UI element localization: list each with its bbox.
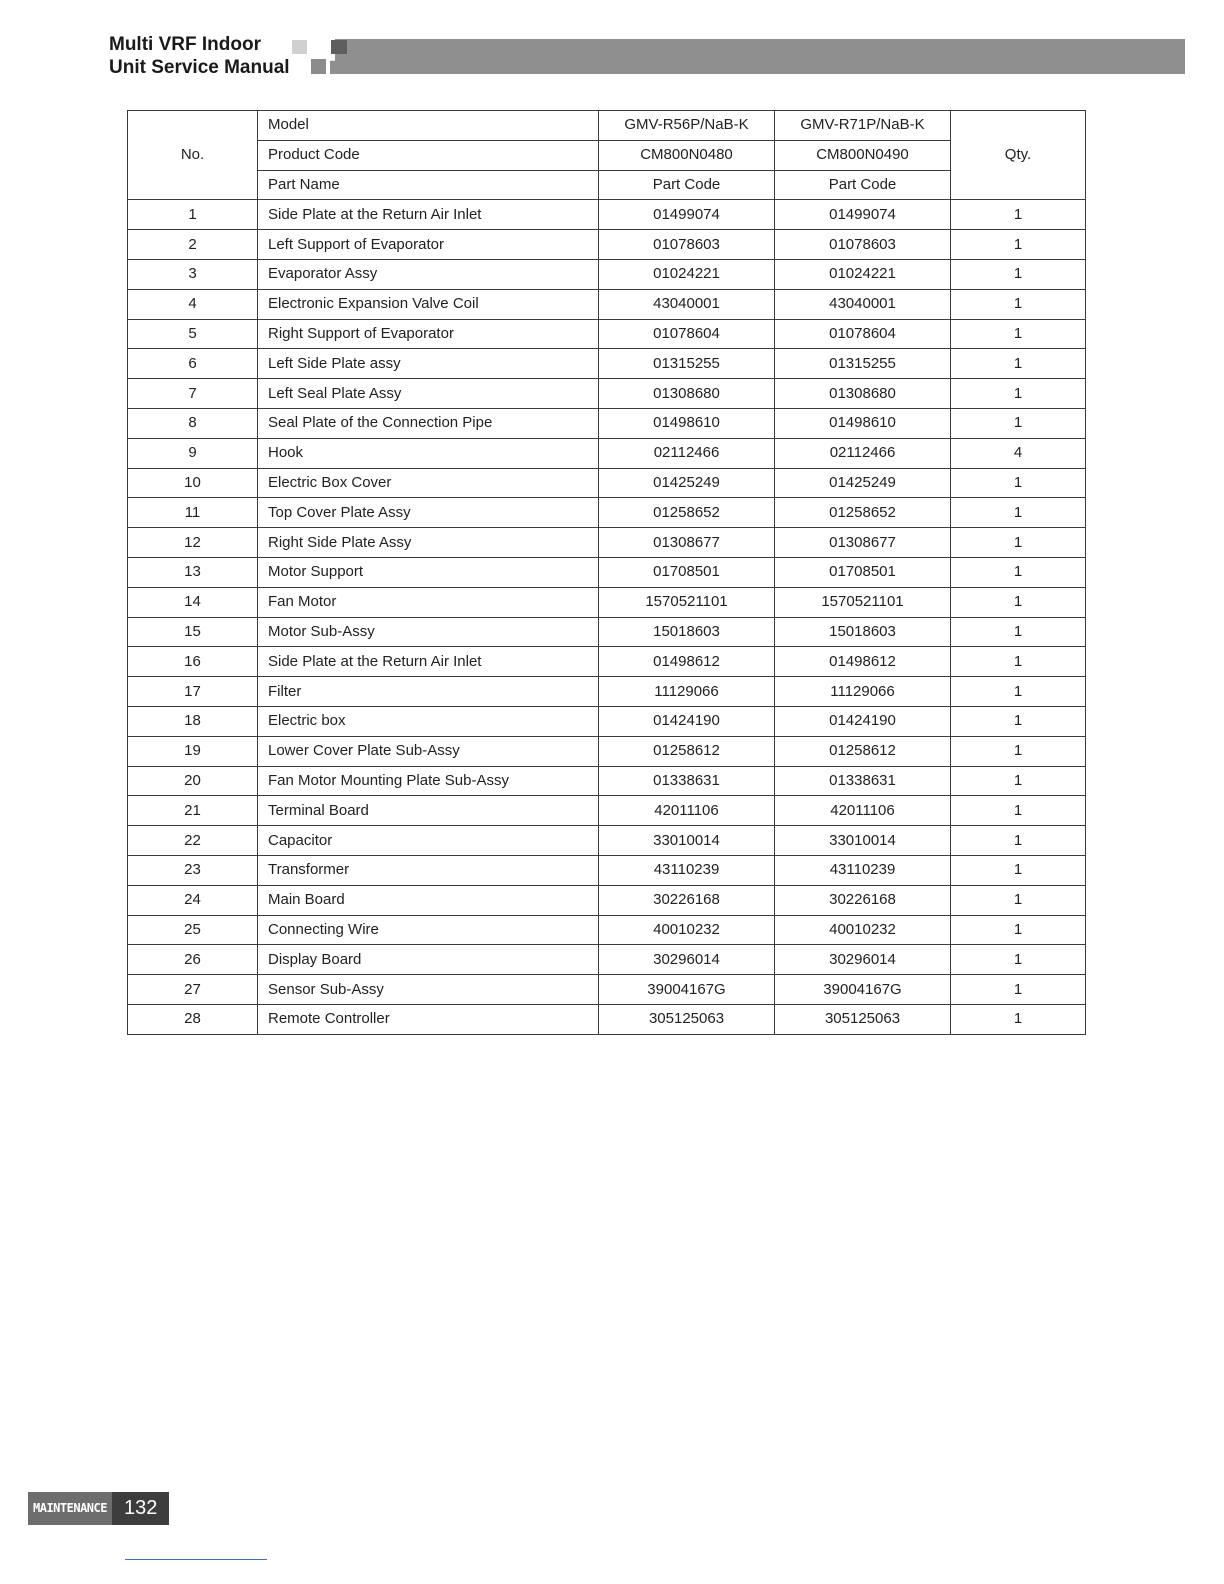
part-code-b: 01498612	[775, 647, 951, 677]
quantity: 1	[951, 975, 1086, 1005]
row-number: 1	[128, 200, 258, 230]
header-part-code-a: Part Code	[599, 170, 775, 200]
part-code-b: 01338631	[775, 766, 951, 796]
header-row-part-name	[128, 170, 1086, 200]
part-name: Left Side Plate assy	[258, 349, 599, 379]
quantity: 1	[951, 1004, 1086, 1034]
table-row	[128, 647, 1086, 677]
quantity: 1	[951, 468, 1086, 498]
part-code-a: 01425249	[599, 468, 775, 498]
quantity: 1	[951, 528, 1086, 558]
table-row	[128, 855, 1086, 885]
page-footer-tag	[28, 1492, 169, 1525]
row-number: 10	[128, 468, 258, 498]
title-line-2: Unit Service Manual	[109, 57, 290, 78]
row-number: 16	[128, 647, 258, 677]
table-row	[128, 885, 1086, 915]
part-name: Electric Box Cover	[258, 468, 599, 498]
part-code-b: 01308677	[775, 528, 951, 558]
row-number: 12	[128, 528, 258, 558]
part-code-a: 01424190	[599, 706, 775, 736]
part-code-b: 01308680	[775, 379, 951, 409]
part-code-a: 01708501	[599, 557, 775, 587]
quantity: 1	[951, 647, 1086, 677]
table-row	[128, 438, 1086, 468]
table-row	[128, 677, 1086, 707]
part-code-a: 42011106	[599, 796, 775, 826]
quantity: 1	[951, 706, 1086, 736]
part-code-a: 01308677	[599, 528, 775, 558]
row-number: 2	[128, 230, 258, 260]
row-number: 11	[128, 498, 258, 528]
table-row	[128, 349, 1086, 379]
part-code-a: 01498612	[599, 647, 775, 677]
row-number: 17	[128, 677, 258, 707]
part-code-b: 01258652	[775, 498, 951, 528]
table-row	[128, 587, 1086, 617]
row-number: 19	[128, 736, 258, 766]
document-title	[109, 33, 290, 79]
part-name: Top Cover Plate Assy	[258, 498, 599, 528]
table-row	[128, 766, 1086, 796]
row-number: 26	[128, 945, 258, 975]
page-number: 132	[123, 1497, 158, 1519]
header-model-a: GMV-R56P/NaB-K	[599, 111, 775, 141]
table-row	[128, 319, 1086, 349]
part-code-a: 1570521101	[599, 587, 775, 617]
part-code-b: 11129066	[775, 677, 951, 707]
part-code-a: 01258612	[599, 736, 775, 766]
part-name: Transformer	[258, 855, 599, 885]
footer-section-label: MAINTENANCE	[28, 1492, 112, 1525]
row-number: 3	[128, 259, 258, 289]
part-code-b: 1570521101	[775, 587, 951, 617]
quantity: 1	[951, 587, 1086, 617]
header-qty: Qty.	[951, 111, 1086, 200]
part-code-a: 30296014	[599, 945, 775, 975]
table-row	[128, 528, 1086, 558]
header-product-code-a: CM800N0480	[599, 140, 775, 170]
row-number: 7	[128, 379, 258, 409]
header-row-product-code	[128, 140, 1086, 170]
part-code-b: 01315255	[775, 349, 951, 379]
header-product-code-b: CM800N0490	[775, 140, 951, 170]
part-name: Capacitor	[258, 826, 599, 856]
part-code-a: 02112466	[599, 438, 775, 468]
table-row	[128, 915, 1086, 945]
part-code-b: 01424190	[775, 706, 951, 736]
part-name: Electric box	[258, 706, 599, 736]
part-code-b: 01078604	[775, 319, 951, 349]
header-product-code-label: Product Code	[258, 140, 599, 170]
table-row	[128, 706, 1086, 736]
part-code-a: 11129066	[599, 677, 775, 707]
header-row-model	[128, 111, 1086, 141]
header-bar	[330, 39, 1185, 74]
row-number: 13	[128, 557, 258, 587]
part-name: Lower Cover Plate Sub-Assy	[258, 736, 599, 766]
header-square-light	[292, 40, 307, 54]
part-name: Side Plate at the Return Air Inlet	[258, 200, 599, 230]
part-code-a: 01338631	[599, 766, 775, 796]
row-number: 22	[128, 826, 258, 856]
quantity: 1	[951, 915, 1086, 945]
part-code-b: 15018603	[775, 617, 951, 647]
row-number: 4	[128, 289, 258, 319]
part-name: Evaporator Assy	[258, 259, 599, 289]
part-code-a: 43040001	[599, 289, 775, 319]
part-code-b: 30296014	[775, 945, 951, 975]
part-name: Right Side Plate Assy	[258, 528, 599, 558]
part-code-a: 33010014	[599, 826, 775, 856]
part-code-a: 01024221	[599, 259, 775, 289]
title-line-1: Multi VRF Indoor	[109, 34, 261, 55]
row-number: 20	[128, 766, 258, 796]
quantity: 1	[951, 855, 1086, 885]
quantity: 1	[951, 885, 1086, 915]
table-row	[128, 826, 1086, 856]
part-name: Filter	[258, 677, 599, 707]
header-square-mid	[311, 59, 326, 74]
row-number: 24	[128, 885, 258, 915]
part-code-a: 43110239	[599, 855, 775, 885]
part-name: Electronic Expansion Valve Coil	[258, 289, 599, 319]
quantity: 1	[951, 796, 1086, 826]
part-name: Terminal Board	[258, 796, 599, 826]
header-part-code-b: Part Code	[775, 170, 951, 200]
header-no: No.	[128, 111, 258, 200]
part-name: Connecting Wire	[258, 915, 599, 945]
part-name: Seal Plate of the Connection Pipe	[258, 408, 599, 438]
part-name: Motor Sub-Assy	[258, 617, 599, 647]
part-name: Main Board	[258, 885, 599, 915]
row-number: 15	[128, 617, 258, 647]
part-name: Left Support of Evaporator	[258, 230, 599, 260]
row-number: 9	[128, 438, 258, 468]
row-number: 23	[128, 855, 258, 885]
footer-rule	[125, 1559, 267, 1560]
part-code-b: 305125063	[775, 1004, 951, 1034]
part-name: Hook	[258, 438, 599, 468]
table-row	[128, 468, 1086, 498]
quantity: 1	[951, 200, 1086, 230]
table-row	[128, 230, 1086, 260]
part-code-a: 305125063	[599, 1004, 775, 1034]
part-code-b: 01258612	[775, 736, 951, 766]
part-name: Sensor Sub-Assy	[258, 975, 599, 1005]
header-square-dark	[331, 40, 347, 54]
quantity: 1	[951, 498, 1086, 528]
row-number: 6	[128, 349, 258, 379]
quantity: 1	[951, 230, 1086, 260]
part-code-a: 01498610	[599, 408, 775, 438]
part-code-a: 40010232	[599, 915, 775, 945]
part-code-a: 01078604	[599, 319, 775, 349]
row-number: 5	[128, 319, 258, 349]
part-code-b: 01498610	[775, 408, 951, 438]
header-model-label: Model	[258, 111, 599, 141]
part-code-b: 43110239	[775, 855, 951, 885]
row-number: 18	[128, 706, 258, 736]
quantity: 1	[951, 289, 1086, 319]
quantity: 1	[951, 766, 1086, 796]
part-code-b: 42011106	[775, 796, 951, 826]
part-code-b: 33010014	[775, 826, 951, 856]
part-code-b: 30226168	[775, 885, 951, 915]
part-code-b: 01499074	[775, 200, 951, 230]
quantity: 1	[951, 826, 1086, 856]
header-part-name-label: Part Name	[258, 170, 599, 200]
quantity: 1	[951, 736, 1086, 766]
part-code-b: 40010232	[775, 915, 951, 945]
part-code-a: 01499074	[599, 200, 775, 230]
part-name: Fan Motor	[258, 587, 599, 617]
part-code-b: 01078603	[775, 230, 951, 260]
table-row	[128, 259, 1086, 289]
part-code-b: 43040001	[775, 289, 951, 319]
table-row	[128, 379, 1086, 409]
part-code-a: 39004167G	[599, 975, 775, 1005]
part-name: Remote Controller	[258, 1004, 599, 1034]
quantity: 1	[951, 677, 1086, 707]
quantity: 1	[951, 259, 1086, 289]
part-code-b: 39004167G	[775, 975, 951, 1005]
quantity: 1	[951, 319, 1086, 349]
part-name: Side Plate at the Return Air Inlet	[258, 647, 599, 677]
table-row	[128, 736, 1086, 766]
part-code-a: 15018603	[599, 617, 775, 647]
quantity: 1	[951, 349, 1086, 379]
row-number: 21	[128, 796, 258, 826]
quantity: 1	[951, 557, 1086, 587]
part-code-a: 01078603	[599, 230, 775, 260]
quantity: 1	[951, 945, 1086, 975]
part-name: Right Support of Evaporator	[258, 319, 599, 349]
parts-table	[127, 110, 1086, 1035]
part-code-b: 01708501	[775, 557, 951, 587]
part-code-a: 30226168	[599, 885, 775, 915]
table-row	[128, 796, 1086, 826]
table-row	[128, 975, 1086, 1005]
row-number: 27	[128, 975, 258, 1005]
part-name: Left Seal Plate Assy	[258, 379, 599, 409]
part-name: Motor Support	[258, 557, 599, 587]
quantity: 4	[951, 438, 1086, 468]
header-model-b: GMV-R71P/NaB-K	[775, 111, 951, 141]
table-row	[128, 498, 1086, 528]
part-code-a: 01315255	[599, 349, 775, 379]
part-name: Fan Motor Mounting Plate Sub-Assy	[258, 766, 599, 796]
part-code-b: 02112466	[775, 438, 951, 468]
part-code-a: 01258652	[599, 498, 775, 528]
quantity: 1	[951, 379, 1086, 409]
row-number: 8	[128, 408, 258, 438]
row-number: 28	[128, 1004, 258, 1034]
table-row	[128, 945, 1086, 975]
table-row	[128, 289, 1086, 319]
part-code-a: 01308680	[599, 379, 775, 409]
quantity: 1	[951, 617, 1086, 647]
part-code-b: 01425249	[775, 468, 951, 498]
row-number: 25	[128, 915, 258, 945]
table-row	[128, 1004, 1086, 1034]
row-number: 14	[128, 587, 258, 617]
table-row	[128, 617, 1086, 647]
parts-table-body	[128, 111, 1086, 1035]
table-row	[128, 200, 1086, 230]
table-row	[128, 557, 1086, 587]
quantity: 1	[951, 408, 1086, 438]
part-code-b: 01024221	[775, 259, 951, 289]
part-name: Display Board	[258, 945, 599, 975]
table-row	[128, 408, 1086, 438]
